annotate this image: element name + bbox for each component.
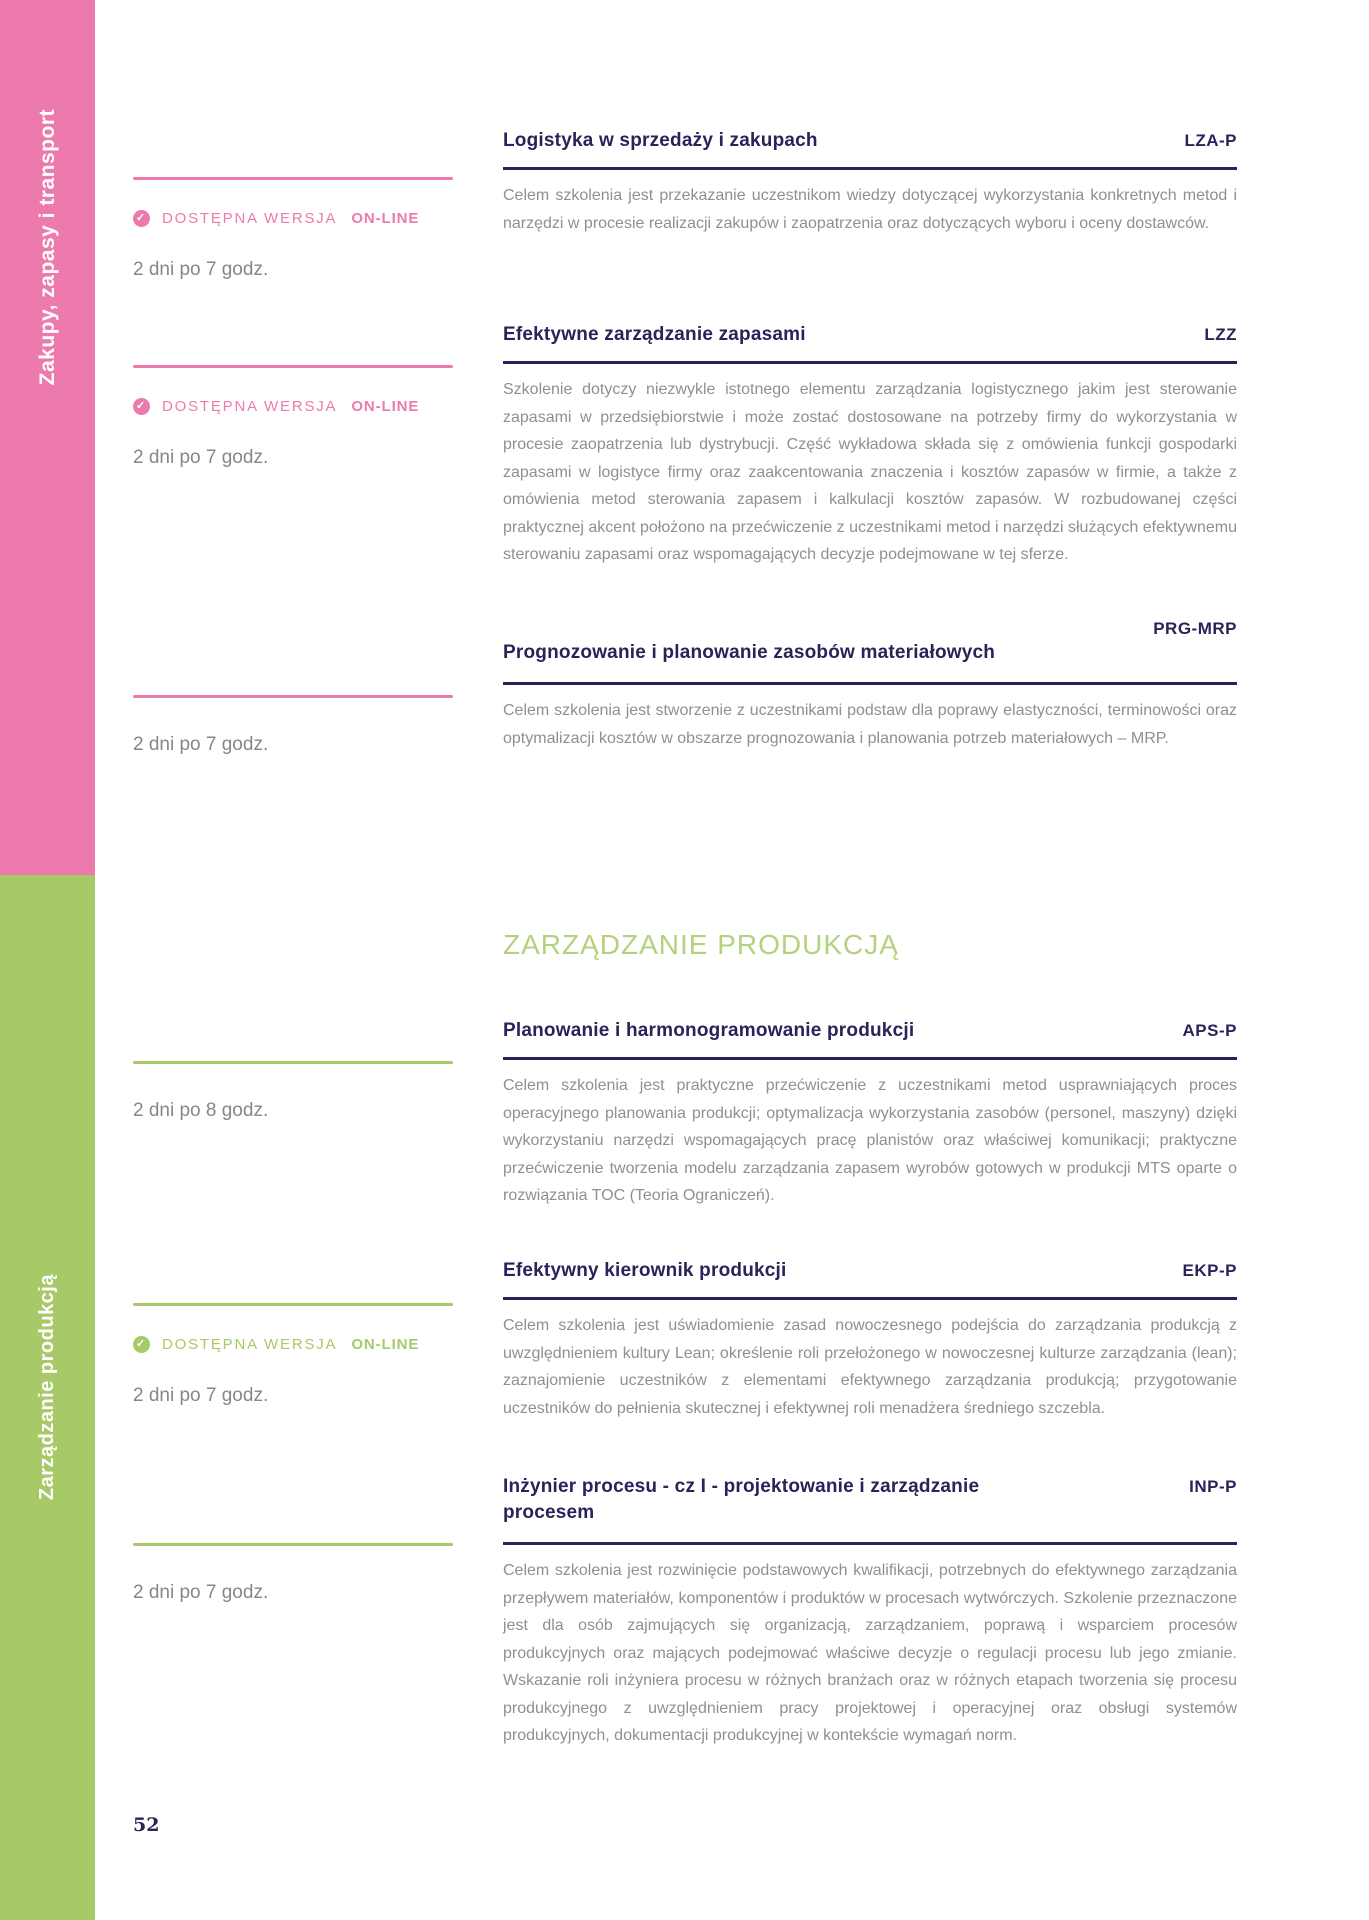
online-badge-label: DOSTĘPNA WERSJA bbox=[162, 398, 338, 415]
course-duration: 2 dni po 7 godz. bbox=[133, 447, 269, 468]
course-duration: 2 dni po 7 godz. bbox=[133, 259, 269, 280]
title-rule bbox=[503, 167, 1237, 170]
course-duration: 2 dni po 7 godz. bbox=[133, 1582, 269, 1603]
course-duration: 2 dni po 7 godz. bbox=[133, 734, 269, 755]
online-badge-label: DOSTĘPNA WERSJA bbox=[162, 210, 338, 227]
title-rule bbox=[503, 1542, 1237, 1545]
course-meta-aps-p bbox=[133, 1061, 453, 1122]
course-header bbox=[503, 322, 1237, 348]
course-header bbox=[503, 1474, 1237, 1526]
check-circle-icon: ✓ bbox=[133, 210, 150, 227]
online-badge bbox=[133, 210, 453, 227]
online-badge bbox=[133, 398, 453, 415]
course-inp-p bbox=[503, 1474, 1237, 1750]
divider-line bbox=[133, 1543, 453, 1546]
title-rule bbox=[503, 682, 1237, 685]
check-circle-icon: ✓ bbox=[133, 1336, 150, 1353]
course-meta-ekp-p bbox=[133, 1303, 453, 1407]
course-code: INP-P bbox=[1189, 1477, 1237, 1496]
course-code: LZZ bbox=[1204, 325, 1237, 344]
course-title: Logistyka w sprzedaży i zakupach bbox=[503, 130, 818, 151]
course-description: Celem szkolenia jest rozwinięcie podstawowych kwalifikacji, potrzebnych do efektywnego zarządzania przepływem materiałów, komponentów i produktów w procesach wytwórczych. Szkolenie przeznaczone jest dla osób zajmujących się organizacją, zarządzaniem, poprawą i wsparciem procesów produkcyjnych oraz mających podejmować właściwe decyzje o regulacji procesu lub jego zmianie. Wskazanie roli inżyniera procesu w różnych branżach oraz w różnych etapach tworzenia się procesu produkcyjnego z uwzględnieniem pracy projektowej i operacyjnej oraz obsługi systemów produkcyjnych, dokumentacji produkcyjnej w kontekście wymagań norm. bbox=[503, 1562, 1237, 1744]
course-meta-inp-p bbox=[133, 1543, 453, 1604]
course-duration: 2 dni po 7 godz. bbox=[133, 1385, 269, 1406]
online-badge-highlight: ON-LINE bbox=[351, 210, 420, 227]
divider-line bbox=[133, 365, 453, 368]
course-lzz bbox=[503, 322, 1237, 569]
course-title: Planowanie i harmonogramowanie produkcji bbox=[503, 1020, 915, 1041]
course-title: Prognozowanie i planowanie zasobów materiałowych bbox=[503, 642, 996, 663]
course-meta-lza-p bbox=[133, 177, 453, 281]
category-label-bottom-box bbox=[0, 1262, 95, 1512]
page-number: 52 bbox=[133, 1814, 160, 1836]
category-label-zakupy: Zakupy, zapasy i transport bbox=[35, 109, 59, 386]
course-description: Szkolenie dotyczy niezwykle istotnego elementu zarządzania logistycznego jakim jest sterowanie zapasami w przedsiębiorstwie i może zostać dostosowane na potrzeby firmy do wykorzystania w procesie zaopatrzenia lub dystrybucji. Część wykładowa składa się z omówienia funkcji gospodarki zapasami w logistyce firmy oraz zaakcentowania znaczenia i kosztów zapasów w firmie, a także z omówienia metod sterowania zapasem i kalkulacji kosztów zapasów. W rozbudowanej części praktycznej akcent położono na przećwiczenie z uczestnikami metod i narzędzi służących efektywnemu sterowaniu zapasami oraz wspomagających decyzje podejmowane w tej sferze. bbox=[503, 381, 1237, 563]
category-label-produkcja: Zarządzanie produkcją bbox=[36, 1273, 58, 1501]
online-badge bbox=[133, 1336, 453, 1353]
course-title: Efektywne zarządzanie zapasami bbox=[503, 324, 806, 345]
course-description: Celem szkolenia jest praktyczne przećwiczenie z uczestnikami metod usprawniających proces operacyjnego planowania produkcji; optymalizacja wykorzystania zasobów (personel, maszyny) dzięki wykorzystaniu narzędzi wspomagających pracę planistów oraz właściwej komunikacji; praktyczne przećwiczenie tworzenia modelu zarządzania zapasem wyrobów gotowych w produkcji MTS oparte o rozwiązania TOC (Teoria Ograniczeń). bbox=[503, 1077, 1237, 1204]
divider-line bbox=[133, 1303, 453, 1306]
course-prg-mrp bbox=[503, 618, 1237, 752]
online-badge-highlight: ON-LINE bbox=[351, 1336, 420, 1353]
course-aps-p bbox=[503, 1018, 1237, 1210]
title-rule bbox=[503, 1057, 1237, 1060]
course-header bbox=[503, 128, 1237, 154]
category-label-top-box bbox=[0, 85, 95, 410]
section-heading: ZARZĄDZANIE PRODUKCJĄ bbox=[503, 929, 899, 960]
course-code: LZA-P bbox=[1184, 131, 1237, 150]
course-code: APS-P bbox=[1182, 1021, 1237, 1040]
course-header bbox=[503, 1258, 1237, 1284]
divider-line bbox=[133, 177, 453, 180]
course-code: PRG-MRP bbox=[1153, 619, 1237, 638]
divider-line bbox=[133, 695, 453, 698]
course-description: Celem szkolenia jest stworzenie z uczestnikami podstaw dla poprawy elastyczności, terminowości oraz optymalizacji kosztów w obszarze prognozowania i planowania potrzeb materiałowych – MRP. bbox=[503, 702, 1237, 747]
course-lza-p bbox=[503, 128, 1237, 237]
course-description: Celem szkolenia jest przekazanie uczestnikom wiedzy dotyczącej wykorzystania konkretnych metod i narzędzi w procesie realizacji zakupów i zaopatrzenia oraz dotyczących wyboru i oceny dostawców. bbox=[503, 187, 1237, 232]
online-badge-label: DOSTĘPNA WERSJA bbox=[162, 1336, 338, 1353]
course-title: Efektywny kierownik produkcji bbox=[503, 1260, 787, 1281]
online-badge-highlight: ON-LINE bbox=[351, 398, 420, 415]
course-code: EKP-P bbox=[1182, 1261, 1237, 1280]
title-rule bbox=[503, 361, 1237, 364]
course-duration: 2 dni po 8 godz. bbox=[133, 1100, 269, 1121]
title-rule bbox=[503, 1297, 1237, 1300]
check-circle-icon: ✓ bbox=[133, 398, 150, 415]
course-meta-lzz bbox=[133, 365, 453, 469]
course-header bbox=[503, 1018, 1237, 1044]
course-ekp-p bbox=[503, 1258, 1237, 1422]
course-title: Inżynier procesu - cz I - projektowanie i zarządzanie procesem bbox=[503, 1476, 980, 1523]
course-meta-prg-mrp bbox=[133, 695, 453, 756]
course-description: Celem szkolenia jest uświadomienie zasad nowoczesnego podejścia do zarządzania produkcją z uwzględnieniem kultury Lean; określenie roli przełożonego w nowoczesnej kulturze zarządzania (lean); zaznajomienie uczestników z elementami efektywnego zarządzania produkcją; przygotowanie uczestników do pełnienia skutecznej i efektywnej roli menadżera średniego szczebla. bbox=[503, 1317, 1237, 1417]
divider-line bbox=[133, 1061, 453, 1064]
